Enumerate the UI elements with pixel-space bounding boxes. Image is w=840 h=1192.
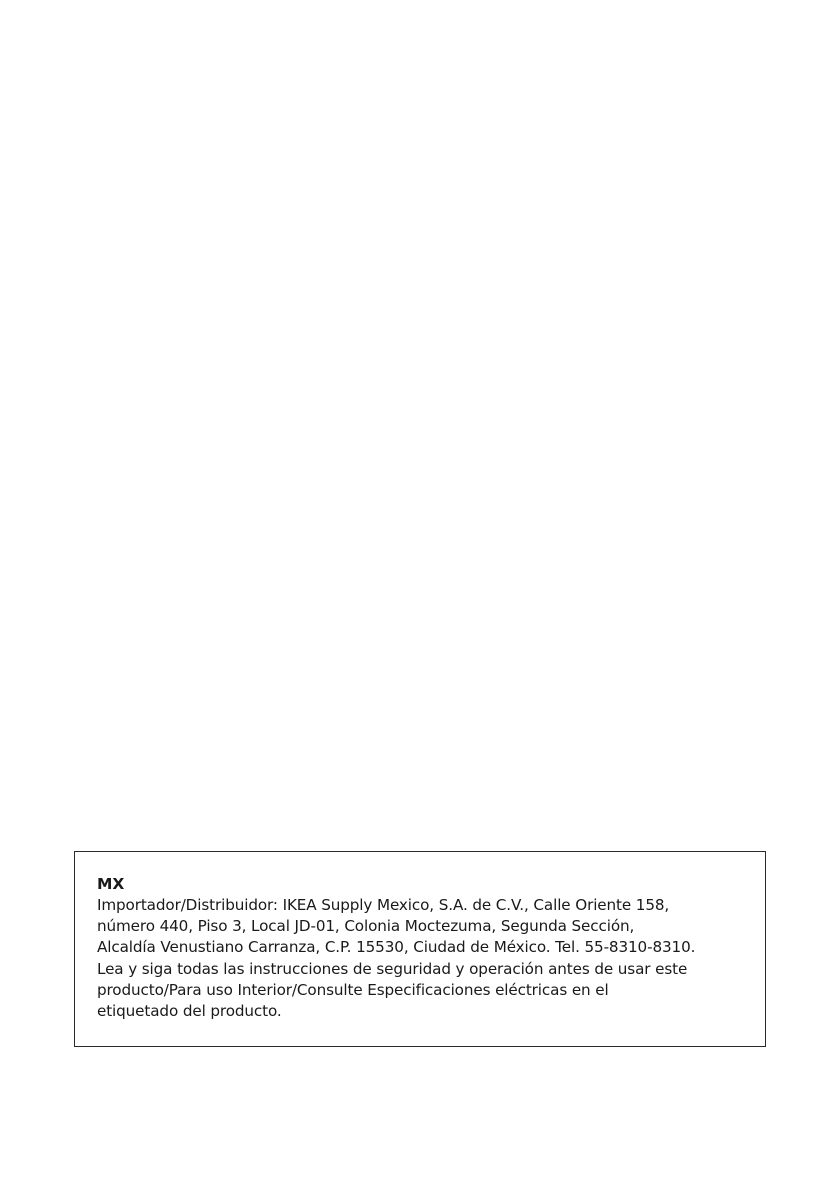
notice-line: producto/Para uso Interior/Consulte Especificaciones eléctricas en el — [97, 980, 609, 999]
importer-notice-content — [97, 873, 753, 1022]
notice-line: Lea y siga todas las instrucciones de seguridad y operación antes de usar este — [97, 959, 688, 978]
importer-notice-box — [74, 851, 766, 1047]
notice-line: Alcaldía Venustiano Carranza, C.P. 15530, Ciudad de México. Tel. 55-8310-8310. — [97, 938, 696, 957]
country-code-heading: MX — [97, 875, 125, 893]
notice-line: número 440, Piso 3, Local JD-01, Colonia Moctezuma, Segunda Sección, — [97, 917, 635, 936]
notice-line: etiquetado del producto. — [97, 1002, 282, 1021]
notice-line: Importador/Distribuidor: IKEA Supply Mexico, S.A. de C.V., Calle Oriente 158, — [97, 896, 670, 914]
